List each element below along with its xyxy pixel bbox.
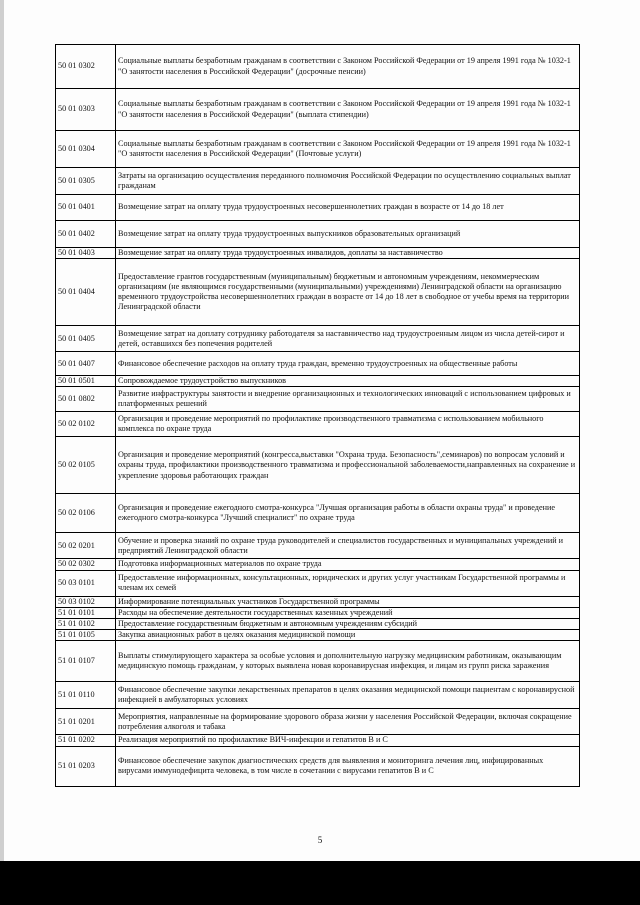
row-code: 50 01 0407 <box>56 352 116 376</box>
row-description: Организация и проведение мероприятий (конгресса,выставки "Охрана труда. Безопасность",семинаров) по вопросам условий и охраны труда, профилактики производственного травматизма и профессиональной заболеваемости,направленных на сохранение и укрепление здоровья работающих граждан <box>116 437 580 494</box>
row-description: Возмещение затрат на оплату труда трудоустроенных инвалидов, доплаты за наставничество <box>116 248 580 259</box>
row-code: 50 01 0303 <box>56 89 116 131</box>
row-description: Финансовое обеспечение расходов на оплату труда граждан, временно трудоустроенных на общественные работы <box>116 352 580 376</box>
row-description: Предоставление грантов государственным (муниципальным) бюджетным и автономным учреждениям, некоммерческим организациям (не являющимся государственными (муниципальными) учреждениями) Ленинградской области на организацию временного трудоустройства несовершеннолетних граждан в возрасте от 14 до 18 лет в свободное от учебы время на территории Ленинградской области <box>116 259 580 326</box>
table-row <box>56 387 580 412</box>
row-description: Возмещение затрат на оплату труда трудоустроенных несовершеннолетних граждан в возрасте от 14 до 18 лет <box>116 195 580 221</box>
scan-bottom-border <box>0 861 640 905</box>
row-description: Возмещение затрат на доплату сотруднику работодателя за наставничество над трудоустроенным лицом из числа детей-сирот и детей, оставшихся без попечения родителей <box>116 326 580 352</box>
table-row <box>56 746 580 786</box>
table-row <box>56 570 580 596</box>
row-description: Закупка авиационных работ в целях оказания медицинской помощи <box>116 630 580 641</box>
row-description: Затраты на организацию осуществления переданного полномочия Российской Федерации по осуществлению социальных выплат гражданам <box>116 168 580 195</box>
row-description: Подготовка информационных материалов по охране труда <box>116 559 580 570</box>
row-description: Организация и проведение мероприятий по профилактике производственного травматизма с использованием мобильного комплекса по охране труда <box>116 412 580 437</box>
table-row <box>56 619 580 630</box>
table-row <box>56 221 580 248</box>
row-code: 50 02 0201 <box>56 533 116 559</box>
row-code: 50 01 0404 <box>56 259 116 326</box>
row-code: 51 01 0110 <box>56 682 116 709</box>
row-code: 51 01 0202 <box>56 735 116 746</box>
row-code: 51 01 0201 <box>56 709 116 735</box>
row-code: 50 02 0102 <box>56 412 116 437</box>
row-code: 50 03 0101 <box>56 570 116 596</box>
row-description: Социальные выплаты безработным гражданам в соответствии с Законом Российской Федерации от 19 апреля 1991 года № 1032-1 "О занятости населения в Российской Федерации" (выплата стипендии) <box>116 89 580 131</box>
row-description: Социальные выплаты безработным гражданам в соответствии с Законом Российской Федерации от 19 апреля 1991 года № 1032-1 "О занятости населения в Российской Федерации" (Почтовые услуги) <box>116 131 580 168</box>
table-row <box>56 131 580 168</box>
table-row <box>56 195 580 221</box>
table-row <box>56 735 580 746</box>
table-row <box>56 352 580 376</box>
row-description: Расходы на обеспечение деятельности государственных казенных учреждений <box>116 607 580 618</box>
scan-left-edge <box>0 0 4 861</box>
row-description: Мероприятия, направленные на формирование здорового образа жизни у населения Российской Федерации, включая сокращение потребления алкоголя и табака <box>116 709 580 735</box>
table-body <box>56 45 580 787</box>
row-description: Предоставление информационных, консультационных, юридических и других услуг участникам Государственной программы и членам их семей <box>116 570 580 596</box>
table-row <box>56 248 580 259</box>
table-row <box>56 709 580 735</box>
row-description: Сопровождаемое трудоустройство выпускников <box>116 376 580 387</box>
page-number: 5 <box>317 835 323 845</box>
row-code: 50 01 0302 <box>56 45 116 89</box>
row-code: 50 01 0501 <box>56 376 116 387</box>
row-description: Информирование потенциальных участников Государственной программы <box>116 596 580 607</box>
table-row <box>56 326 580 352</box>
row-code: 50 01 0401 <box>56 195 116 221</box>
row-code: 50 01 0402 <box>56 221 116 248</box>
row-code: 50 01 0304 <box>56 131 116 168</box>
row-code: 50 02 0302 <box>56 559 116 570</box>
row-code: 50 01 0403 <box>56 248 116 259</box>
table-row <box>56 494 580 533</box>
table-row <box>56 376 580 387</box>
row-code: 51 01 0203 <box>56 746 116 786</box>
row-code: 51 01 0102 <box>56 619 116 630</box>
table-row <box>56 533 580 559</box>
table-row <box>56 412 580 437</box>
row-code: 51 01 0105 <box>56 630 116 641</box>
table-row <box>56 259 580 326</box>
table-row <box>56 607 580 618</box>
table-row <box>56 437 580 494</box>
table-row <box>56 641 580 682</box>
row-code: 50 02 0106 <box>56 494 116 533</box>
row-description: Организация и проведение ежегодного смотра-конкурса "Лучшая организация работы в области охраны труда" и проведение ежегодного смотра-конкурса "Лучший специалист" по охране труда <box>116 494 580 533</box>
row-code: 50 01 0405 <box>56 326 116 352</box>
row-code: 50 01 0802 <box>56 387 116 412</box>
table-row <box>56 559 580 570</box>
row-code: 51 01 0107 <box>56 641 116 682</box>
table-row <box>56 168 580 195</box>
table-row <box>56 596 580 607</box>
row-description: Выплаты стимулирующего характера за особые условия и дополнительную нагрузку медицинским работникам, оказывающим медицинскую помощь гражданам, у которых выявлена новая коронавирусная инфекция, и лицам из групп риска заражения <box>116 641 580 682</box>
row-description: Реализация мероприятий по профилактике ВИЧ-инфекции и гепатитов В и С <box>116 735 580 746</box>
row-description: Финансовое обеспечение закупки лекарственных препаратов в целях оказания медицинской помощи пациентам с коронавирусной инфекцией в амбулаторных условиях <box>116 682 580 709</box>
row-description: Развитие инфраструктуры занятости и внедрение организационных и технологических инноваций с использованием цифровых и платформенных решений <box>116 387 580 412</box>
budget-codes-table <box>55 44 580 787</box>
table-row <box>56 630 580 641</box>
row-code: 50 03 0102 <box>56 596 116 607</box>
row-code: 51 01 0101 <box>56 607 116 618</box>
row-code: 50 02 0105 <box>56 437 116 494</box>
row-description: Социальные выплаты безработным гражданам в соответствии с Законом Российской Федерации от 19 апреля 1991 года № 1032-1 "О занятости населения в Российской Федерации" (досрочные пенсии) <box>116 45 580 89</box>
row-description: Возмещение затрат на оплату труда трудоустроенных выпускников образовательных организаций <box>116 221 580 248</box>
row-description: Финансовое обеспечение закупок диагностических средств для выявления и мониторинга лечения лиц, инфицированных вирусами иммунодефицита человека, в том числе в сочетании с вирусами гепатитов В и С <box>116 746 580 786</box>
table-row <box>56 89 580 131</box>
row-description: Предоставление государственным бюджетным и автономным учреждениям субсидий <box>116 619 580 630</box>
table-row <box>56 45 580 89</box>
row-description: Обучение и проверка знаний по охране труда руководителей и специалистов государственных и муниципальных учреждений и предприятий Ленинградской области <box>116 533 580 559</box>
row-code: 50 01 0305 <box>56 168 116 195</box>
table-row <box>56 682 580 709</box>
